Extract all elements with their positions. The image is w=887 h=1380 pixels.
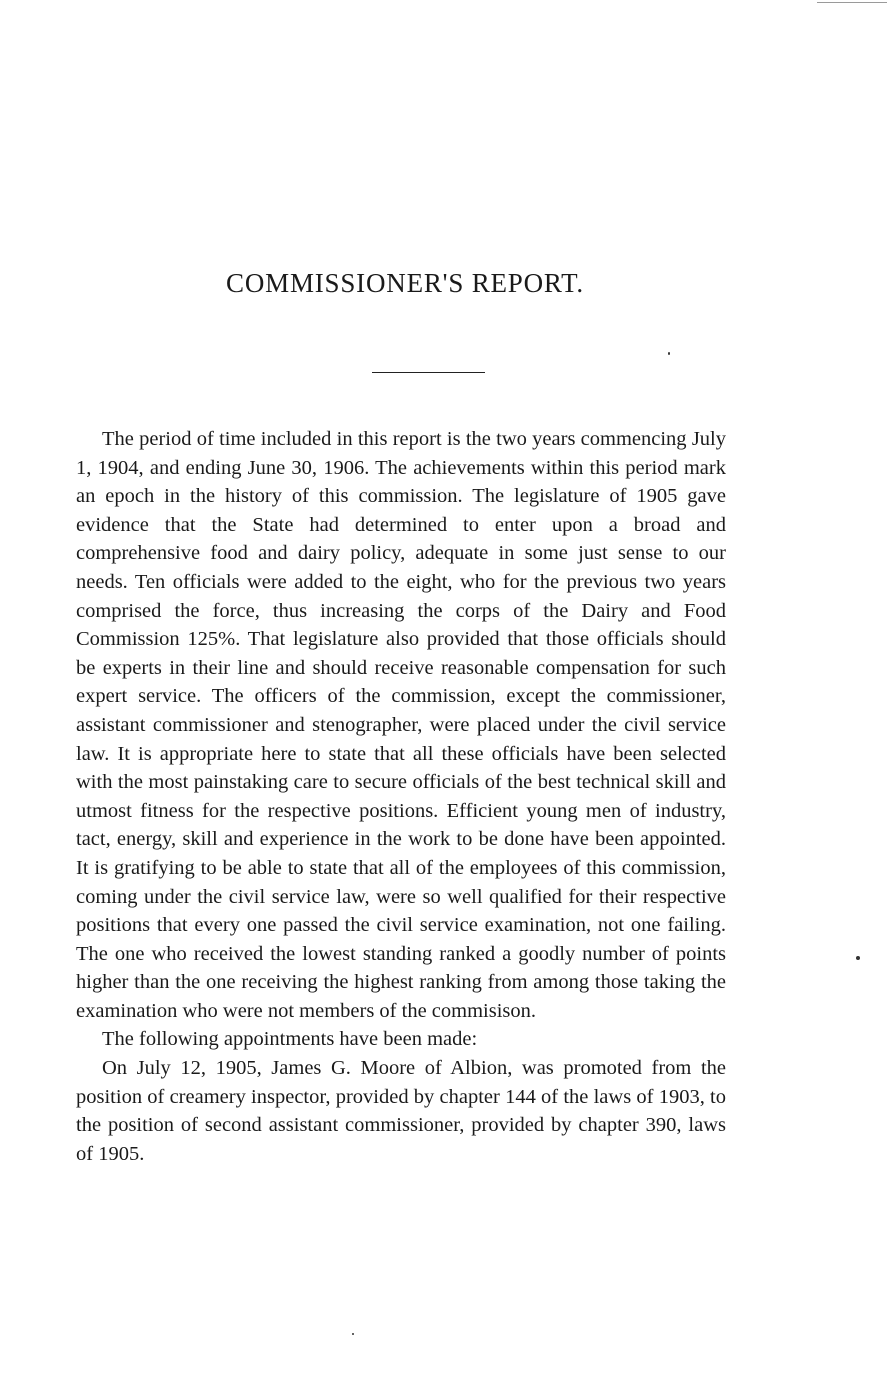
- page-title: COMMISSIONER'S REPORT.: [226, 268, 584, 298]
- paragraph-moore-promotion: On July 12, 1905, James G. Moore of Albion, was promoted from the position of creamery inspector, provided by chapter 144 of the laws of 1903, to the position of second assistant commissioner, provided by chapter 390, laws of 1905.: [76, 1057, 726, 1165]
- print-speck: [668, 352, 670, 355]
- print-speck: [352, 1333, 354, 1335]
- print-speck: [856, 956, 860, 960]
- paragraph-intro: The period of time included in this report is the two years commencing July 1, 1904, and ending June 30, 1906. The achievements within this period mark an epoch in the history of this commission. The legislature of 1905 gave evidence that the State had determined to enter upon a broad and comprehensive food and dairy policy, adequate in some just sense to our needs. Ten officials were added to the eight, who for the previous two years comprised the force, thus increasing the corps of the Dairy and Food Commission 125%. That legislature also provided that those officials should be experts in their line and should receive reasonable compensation for such expert service. The officers of the commission, except the commissioner, assistant commissioner and stenographer, were placed under the civil service law. It is appropriate here to state that all these officials have been selected with the most painstaking care to secure officials of the best technical skill and utmost fitness for the respective positions. Efficient young men of industry, tact, energy, skill and experience in the work to be done have been appointed. It is gratifying to be able to state that all of the employees of this commission, coming under the civil service law, were so well qualified for their respective positions that every one passed the civil service examination, not one failing. The one who received the lowest standing ranked a goodly number of points higher than the one receiving the highest ranking from among those taking the examination who were not members of the commisison.: [76, 428, 726, 1022]
- title-divider: [372, 372, 485, 373]
- paragraph-appointments-lead: The following appointments have been made:: [102, 1028, 478, 1051]
- page-edge-line: [817, 2, 887, 3]
- report-body: [76, 425, 726, 1168]
